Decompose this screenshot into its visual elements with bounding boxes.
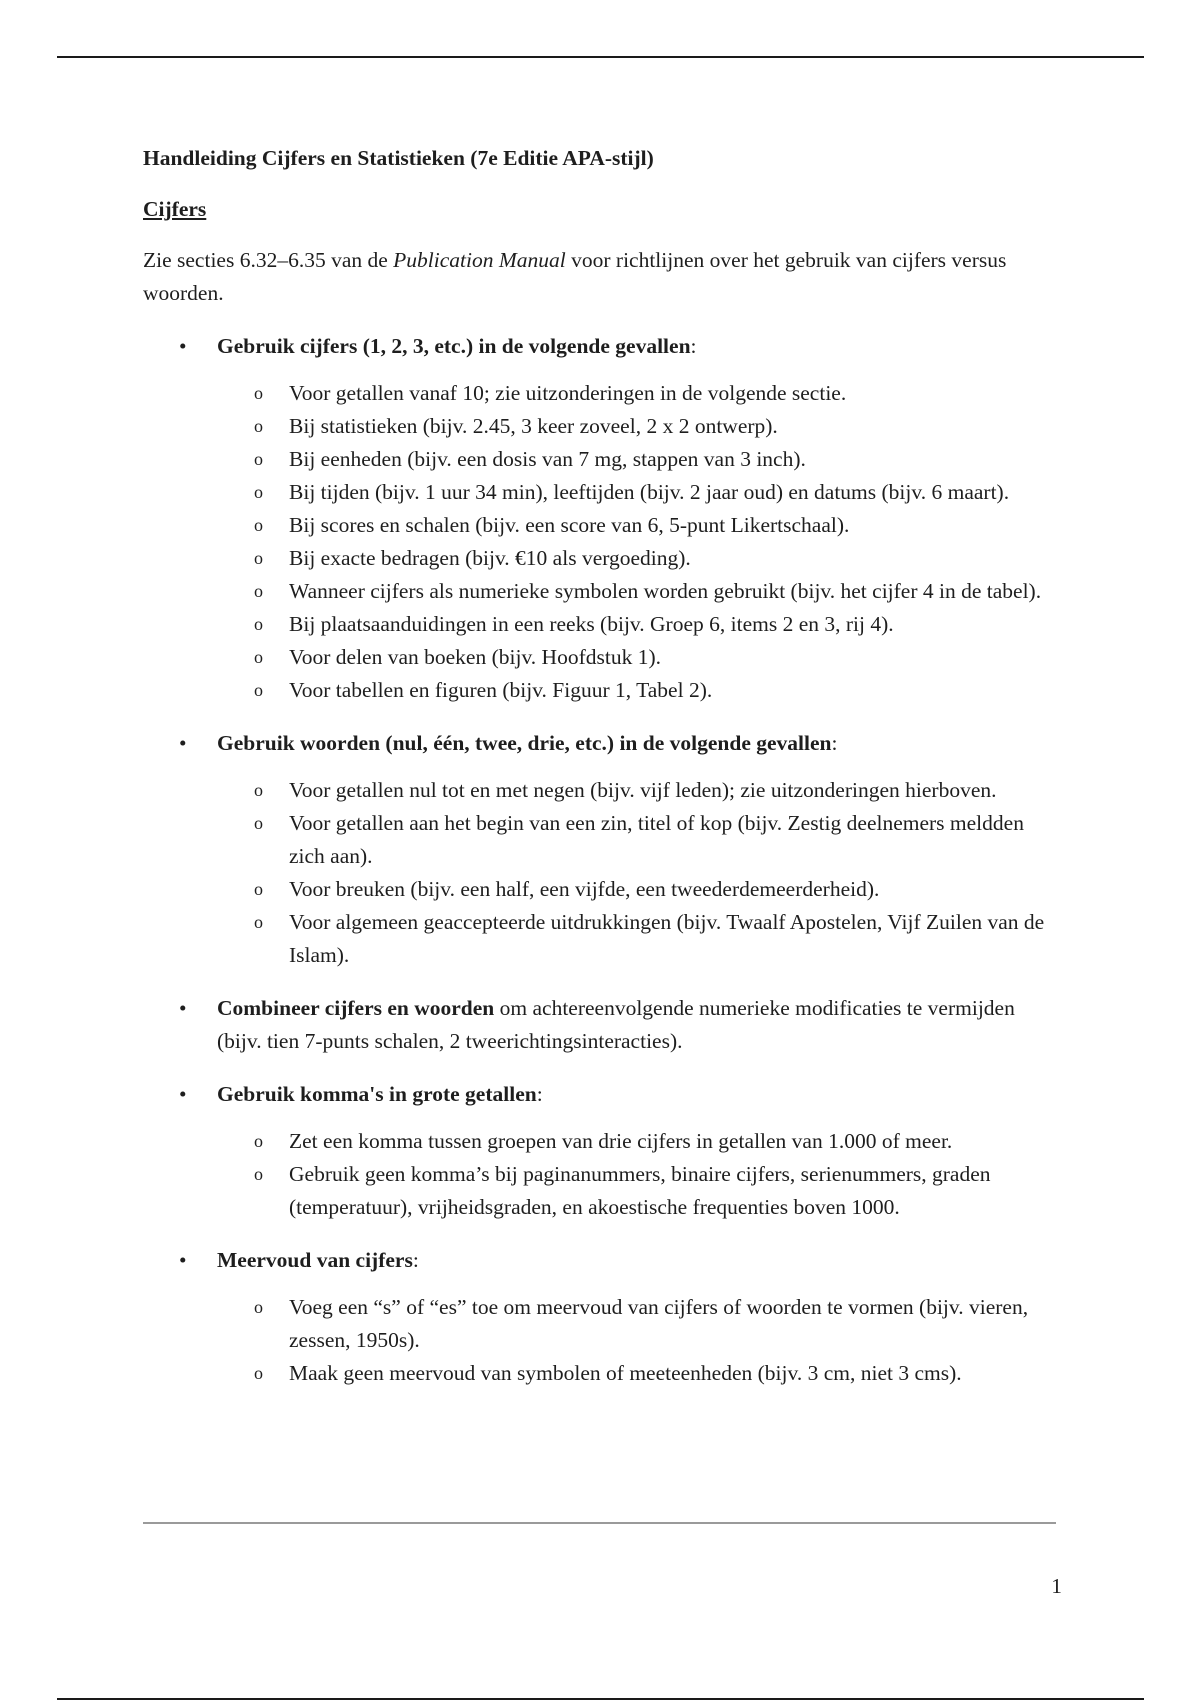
sub-item-text: Bij tijden (bijv. 1 uur 34 min), leeftijden (bijv. 2 jaar oud) en datums (bijv. 6 maart). <box>289 480 1010 504</box>
sub-list <box>217 377 1063 707</box>
bullet-suffix: om achtereenvolgende numerieke modificaties te vermijden (bijv. tien 7-punts schalen, 2 tweerichtingsinteracties). <box>217 996 1015 1053</box>
sub-list <box>217 1125 1063 1224</box>
sub-item-text: Voor algemeen geaccepteerde uitdrukkingen (bijv. Twaalf Apostelen, Vijf Zuilen van de Islam). <box>289 910 1045 967</box>
sub-item-text: Wanneer cijfers als numerieke symbolen worden gebruikt (bijv. het cijfer 4 in de tabel). <box>289 579 1042 603</box>
bullet-marker: • <box>179 1248 187 1272</box>
sub-item <box>217 1357 1063 1390</box>
sub-item-text: Maak geen meervoud van symbolen of meeteenheden (bijv. 3 cm, niet 3 cms). <box>289 1361 962 1385</box>
sub-item <box>217 674 1063 707</box>
sub-bullet-marker: o <box>254 449 263 469</box>
sub-item <box>217 443 1063 476</box>
sub-item <box>217 873 1063 906</box>
sub-item <box>217 641 1063 674</box>
sub-item-text: Voor getallen nul tot en met negen (bijv. vijf leden); zie uitzonderingen hierboven. <box>289 778 997 802</box>
sub-bullet-marker: o <box>254 548 263 568</box>
sub-item-text: Bij eenheden (bijv. een dosis van 7 mg, stappen van 3 inch). <box>289 447 806 471</box>
sub-item <box>217 1125 1063 1158</box>
sub-item-text: Bij plaatsaanduidingen in een reeks (bijv. Groep 6, items 2 en 3, rij 4). <box>289 612 894 636</box>
sub-bullet-marker: o <box>254 482 263 502</box>
sub-item-text: Voor tabellen en figuren (bijv. Figuur 1, Tabel 2). <box>289 678 713 702</box>
bullet-label: Gebruik cijfers (1, 2, 3, etc.) in de volgende gevallen <box>217 334 691 358</box>
sub-bullet-marker: o <box>254 813 263 833</box>
sub-bullet-marker: o <box>254 680 263 700</box>
sub-item <box>217 608 1063 641</box>
bullet-label: Meervoud van cijfers <box>217 1248 413 1272</box>
sub-item-text: Bij statistieken (bijv. 2.45, 3 keer zoveel, 2 x 2 ontwerp). <box>289 414 778 438</box>
footer-rule <box>143 1522 1056 1524</box>
bullet-suffix: : <box>831 731 838 755</box>
sub-item-text: Gebruik geen komma’s bij paginanummers, binaire cijfers, serienummers, graden (temperatuur), vrijheidsgraden, en akoestische frequenties boven 1000. <box>289 1162 991 1219</box>
bullet-item <box>143 1244 1063 1390</box>
sub-bullet-marker: o <box>254 780 263 800</box>
sub-bullet-marker: o <box>254 912 263 932</box>
sub-item <box>217 1291 1063 1357</box>
bullet-suffix: : <box>690 334 697 358</box>
sub-item <box>217 1158 1063 1224</box>
sub-item-text: Voor delen van boeken (bijv. Hoofdstuk 1). <box>289 645 661 669</box>
bullet-list <box>143 330 1063 1390</box>
sub-bullet-marker: o <box>254 614 263 634</box>
bullet-label: Gebruik woorden (nul, één, twee, drie, etc.) in de volgende gevallen <box>217 731 832 755</box>
intro-italic-title: Publication Manual <box>393 248 566 272</box>
sub-item-text: Voeg een “s” of “es” toe om meervoud van cijfers of woorden te vormen (bijv. vieren, zessen, 1950s). <box>289 1295 1029 1352</box>
sub-bullet-marker: o <box>254 1164 263 1184</box>
sub-bullet-marker: o <box>254 383 263 403</box>
sub-item <box>217 575 1063 608</box>
bullet-item <box>143 1078 1063 1224</box>
sub-item-text: Bij exacte bedragen (bijv. €10 als vergoeding). <box>289 546 691 570</box>
document-title: Handleiding Cijfers en Statistieken (7e Editie APA-stijl) <box>143 146 654 170</box>
sub-bullet-marker: o <box>254 416 263 436</box>
bullet-label: Combineer cijfers en woorden <box>217 996 495 1020</box>
bullet-item <box>143 992 1063 1058</box>
sub-list <box>217 1291 1063 1390</box>
header-rule <box>57 56 1144 58</box>
bullet-label: Gebruik komma's in grote getallen <box>217 1082 537 1106</box>
sub-item <box>217 906 1063 972</box>
page-number: 1 <box>1051 1574 1062 1598</box>
bullet-suffix: : <box>536 1082 543 1106</box>
sub-item <box>217 807 1063 873</box>
bullet-marker: • <box>179 1082 187 1106</box>
page-content <box>143 142 1063 1390</box>
bullet-marker: • <box>179 996 187 1020</box>
bullet-marker: • <box>179 334 187 358</box>
sub-bullet-marker: o <box>254 1297 263 1317</box>
bullet-item <box>143 330 1063 707</box>
intro-text-after: voor richtlijnen over het gebruik van cijfers versus woorden. <box>143 248 1007 305</box>
sub-bullet-marker: o <box>254 1131 263 1151</box>
bullet-marker: • <box>179 731 187 755</box>
sub-item-text: Zet een komma tussen groepen van drie cijfers in getallen van 1.000 of meer. <box>289 1129 953 1153</box>
sub-item-text: Bij scores en schalen (bijv. een score van 6, 5-punt Likertschaal). <box>289 513 850 537</box>
sub-list <box>217 774 1063 972</box>
sub-bullet-marker: o <box>254 647 263 667</box>
bullet-suffix: : <box>412 1248 419 1272</box>
sub-bullet-marker: o <box>254 879 263 899</box>
sub-item <box>217 410 1063 443</box>
bullet-item <box>143 727 1063 972</box>
sub-item <box>217 377 1063 410</box>
sub-item <box>217 509 1063 542</box>
sub-item-text: Voor getallen vanaf 10; zie uitzonderingen in de volgende sectie. <box>289 381 847 405</box>
sub-bullet-marker: o <box>254 581 263 601</box>
sub-item <box>217 542 1063 575</box>
section-heading: Cijfers <box>143 197 207 221</box>
sub-bullet-marker: o <box>254 1363 263 1383</box>
sub-item <box>217 774 1063 807</box>
sub-bullet-marker: o <box>254 515 263 535</box>
sub-item <box>217 476 1063 509</box>
intro-text-before: Zie secties 6.32–6.35 van de <box>143 248 394 272</box>
sub-item-text: Voor breuken (bijv. een half, een vijfde, een tweederdemeerderheid). <box>289 877 880 901</box>
sub-item-text: Voor getallen aan het begin van een zin, titel of kop (bijv. Zestig deelnemers meldden zich aan). <box>289 811 1024 868</box>
intro-paragraph <box>143 244 1063 310</box>
